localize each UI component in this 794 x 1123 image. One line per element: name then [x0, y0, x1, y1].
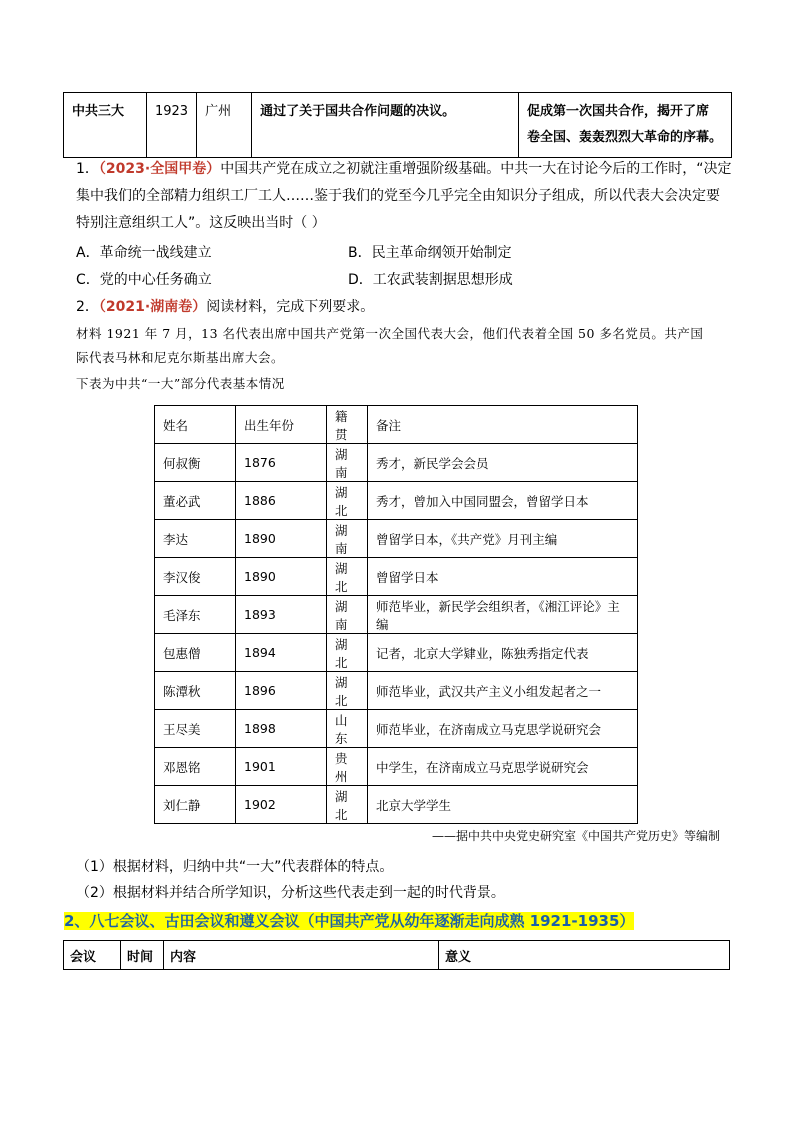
header-time: 时间 — [121, 941, 164, 970]
name-cell: 何叔衡 — [155, 444, 236, 482]
question-source: （2023·全国甲卷） — [98, 161, 221, 177]
birth-year-cell: 1886 — [236, 482, 327, 520]
origin-cell: 湖北 — [327, 634, 368, 672]
birth-year-cell: 1876 — [236, 444, 327, 482]
question-source: （2021·湖南卷） — [98, 299, 207, 315]
birth-year-cell: 1901 — [236, 748, 327, 786]
note-cell: 曾留学日本，《共产党》月刊主编 — [368, 520, 638, 558]
question-1-line — [76, 156, 736, 183]
meeting-name-cell: 中共三大 — [64, 93, 147, 158]
origin-cell: 湖北 — [327, 786, 368, 824]
table-row — [155, 482, 638, 520]
content-cell: 通过了关于国共合作问题的决议。 — [252, 93, 519, 158]
sub-question-2: （2）根据材料并结合所学知识，分析这些代表走到一起的时代背景。 — [76, 885, 505, 901]
option-d[interactable]: D．工农武装割据思想形成 — [348, 272, 513, 288]
origin-cell: 湖北 — [327, 558, 368, 596]
question-2 — [76, 294, 374, 321]
name-cell: 毛泽东 — [155, 596, 236, 634]
note-cell: 师范毕业，在济南成立马克思学说研究会 — [368, 710, 638, 748]
header-origin-cell: 籍贯 — [327, 406, 368, 444]
material-line: 际代表马林和尼克尔斯基出席大会。 — [76, 350, 285, 365]
table-row — [155, 596, 638, 634]
option-a[interactable]: A．革命统一战线建立 — [76, 245, 212, 261]
birth-year-cell: 1898 — [236, 710, 327, 748]
heading-years: 1921-1935） — [529, 912, 635, 930]
header-note-cell: 备注 — [368, 406, 638, 444]
note-cell: 中学生，在济南成立马克思学说研究会 — [368, 748, 638, 786]
material-line: 材料 1921 年 7 月，13 名代表出席中国共产党第一次全国代表大会，他们代表着全国 50 多名党员。共产国 — [76, 326, 704, 341]
place-cell: 广州 — [197, 93, 252, 158]
origin-cell: 湖南 — [327, 520, 368, 558]
table-row — [155, 520, 638, 558]
name-cell: 包惠僧 — [155, 634, 236, 672]
birth-year-cell: 1896 — [236, 672, 327, 710]
header-significance: 意义 — [439, 941, 730, 970]
birth-year-cell: 1893 — [236, 596, 327, 634]
question-text: 中国共产党在成立之初就注重增强阶级基础。中共一大在讨论今后的工作时，“决定 — [220, 161, 732, 177]
table-row — [155, 672, 638, 710]
table-header-row — [155, 406, 638, 444]
question-intro: 阅读材料，完成下列要求。 — [206, 299, 375, 315]
header-meeting: 会议 — [64, 941, 121, 970]
question-1-line: 集中我们的全部精力组织工厂工人……鉴于我们的党至今几乎完全由知识分子组成，所以代表大会决定要 — [76, 188, 720, 204]
name-cell: 李汉俊 — [155, 558, 236, 596]
question-number: 2． — [76, 299, 99, 315]
table-title: 下表为中共“一大”部分代表基本情况 — [76, 376, 285, 391]
name-cell: 邓恩铭 — [155, 748, 236, 786]
material-text — [76, 322, 726, 396]
significance-line: 促成第一次国共合作，揭开了席 — [527, 104, 710, 119]
section-heading — [64, 909, 634, 933]
table-row — [155, 558, 638, 596]
name-cell: 董必武 — [155, 482, 236, 520]
note-cell: 师范毕业，武汉共产主义小组发起者之一 — [368, 672, 638, 710]
origin-cell: 贵州 — [327, 748, 368, 786]
year-cell: 1923 — [146, 93, 196, 158]
origin-cell: 湖南 — [327, 444, 368, 482]
option-b[interactable]: B．民主革命纲领开始制定 — [348, 245, 512, 261]
meetings-table — [63, 940, 730, 970]
header-content: 内容 — [164, 941, 439, 970]
table-row — [155, 444, 638, 482]
origin-cell: 湖南 — [327, 596, 368, 634]
birth-year-cell: 1894 — [236, 634, 327, 672]
question-1-line: 特别注意组织工人”。这反映出当时（ ） — [76, 215, 326, 231]
name-cell: 刘仁静 — [155, 786, 236, 824]
table-row — [155, 748, 638, 786]
note-cell: 秀才，新民学会会员 — [368, 444, 638, 482]
table-caption: ——据中共中央党史研究室《中国共产党历史》等编制 — [431, 829, 720, 843]
name-cell: 陈潭秋 — [155, 672, 236, 710]
birth-year-cell: 1902 — [236, 786, 327, 824]
origin-cell: 湖北 — [327, 672, 368, 710]
header-birth-year-cell: 出生年份 — [236, 406, 327, 444]
header-name-cell: 姓名 — [155, 406, 236, 444]
note-cell: 记者，北京大学肄业，陈独秀指定代表 — [368, 634, 638, 672]
birth-year-cell: 1890 — [236, 558, 327, 596]
question-1 — [76, 156, 736, 237]
table-row — [64, 93, 732, 158]
table-row — [155, 786, 638, 824]
heading-main: 2、八七会议、古田会议和遵义会议（中国共产党从幼年逐渐走向成熟 — [64, 912, 530, 930]
note-cell: 曾留学日本 — [368, 558, 638, 596]
note-cell: 秀才，曾加入中国同盟会，曾留学日本 — [368, 482, 638, 520]
name-cell: 王尽美 — [155, 710, 236, 748]
table-row — [155, 710, 638, 748]
question-number: 1． — [76, 161, 99, 177]
name-cell: 李达 — [155, 520, 236, 558]
significance-line: 卷全国、轰轰烈烈大革命的序幕。 — [527, 130, 723, 145]
birth-year-cell: 1890 — [236, 520, 327, 558]
note-cell: 北京大学学生 — [368, 786, 638, 824]
top-table — [63, 92, 732, 158]
sub-question-1: （1）根据材料，归纳中共“一大”代表群体的特点。 — [76, 859, 394, 875]
origin-cell: 湖北 — [327, 482, 368, 520]
representatives-table — [154, 405, 638, 824]
origin-cell: 山东 — [327, 710, 368, 748]
table-header-row — [64, 941, 730, 970]
table-row — [155, 634, 638, 672]
significance-cell — [519, 93, 732, 158]
note-cell: 师范毕业，新民学会组织者，《湘江评论》主编 — [368, 596, 638, 634]
option-c[interactable]: C．党的中心任务确立 — [76, 272, 212, 288]
